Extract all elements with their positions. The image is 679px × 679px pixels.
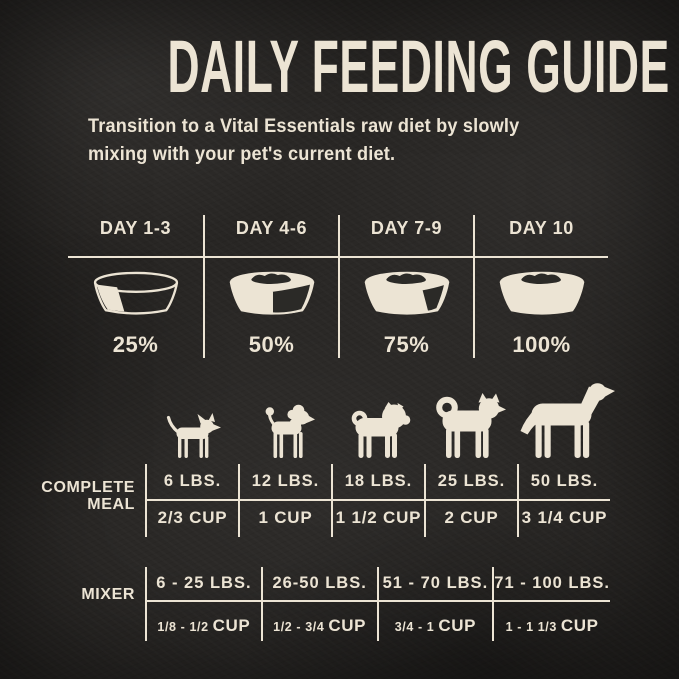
subtitle — [88, 112, 552, 168]
mixer-label-text: MIXER — [81, 586, 135, 603]
poodle-icon — [265, 404, 315, 463]
cup-fraction: 1/2 - 3/4 — [273, 620, 325, 634]
transition-divider-line — [68, 256, 608, 258]
cup-cell: 1 1/2 CUP — [335, 508, 422, 527]
day-range-label: DAY 7-9 — [370, 218, 443, 238]
cup-fraction: 1 - 1 1/3 — [505, 620, 557, 634]
bowl-25-icon — [68, 271, 203, 319]
mixer-col — [492, 567, 610, 641]
husky-icon — [434, 393, 506, 463]
page-title-text: DAILY FEEDING GUIDE — [167, 25, 670, 108]
day-range-label: DAY 10 — [509, 218, 574, 238]
weight-cell: 12 LBS. — [251, 472, 320, 490]
bowl-75-icon — [340, 271, 473, 319]
weight-cell: 51 - 70 LBS. — [382, 574, 489, 592]
subtitle-line-1: Transition to a Vital Essentials raw diet by slowly — [88, 115, 520, 137]
complete-meal-divider-line — [145, 499, 610, 501]
transition-col-day-1-3 — [68, 215, 203, 358]
chihuahua-icon — [165, 413, 221, 463]
bowl-100-icon — [475, 271, 608, 319]
transition-col-day-4-6 — [203, 215, 338, 358]
cup-fraction: 3/4 - 1 — [394, 620, 435, 634]
cup-unit: CUP — [438, 616, 477, 635]
weight-cell: 50 LBS. — [530, 472, 599, 490]
percent-label: 75% — [383, 332, 430, 357]
cup-cell: 1 CUP — [258, 508, 313, 527]
weight-cell: 6 LBS. — [163, 472, 222, 490]
cup-cell: 2/3 CUP — [157, 508, 228, 527]
pug-icon — [349, 401, 411, 463]
weight-cell: 71 - 100 LBS. — [494, 574, 610, 592]
mixer-col — [145, 567, 261, 641]
weight-cell: 6 - 25 LBS. — [156, 574, 252, 592]
weight-cell: 25 LBS. — [437, 472, 506, 490]
cup-fraction: 1/8 - 1/2 — [157, 620, 209, 634]
cup-unit: CUP — [328, 616, 367, 635]
complete-meal-label — [40, 479, 135, 513]
mixer-label — [40, 586, 135, 603]
complete-meal-label-line1: COMPLETE — [41, 479, 135, 496]
cup-cell: 3 1/4 CUP — [521, 508, 608, 527]
day-range-label: DAY 4-6 — [235, 218, 308, 238]
large-dog-icon — [517, 381, 615, 463]
transition-table — [68, 215, 608, 357]
mixer-col — [261, 567, 377, 641]
complete-meal-table — [145, 464, 610, 537]
weight-cell: 18 LBS. — [344, 472, 413, 490]
mixer-divider-line — [145, 600, 610, 602]
percent-label: 25% — [112, 332, 159, 357]
percent-label: 100% — [512, 332, 571, 357]
mixer-table — [145, 567, 610, 641]
transition-col-day-7-9 — [338, 215, 473, 358]
mixer-col — [377, 567, 493, 641]
day-range-label: DAY 1-3 — [99, 218, 172, 238]
subtitle-line-2: mixing with your pet's current diet. — [88, 143, 396, 165]
cup-unit: CUP — [212, 616, 251, 635]
cup-cell: 2 CUP — [444, 508, 499, 527]
percent-label: 50% — [248, 332, 295, 357]
complete-meal-label-line2: MEAL — [87, 496, 135, 513]
cup-unit: CUP — [560, 616, 599, 635]
weight-cell: 26-50 LBS. — [272, 574, 367, 592]
transition-col-day-10 — [473, 215, 608, 358]
bowl-50-icon — [205, 271, 338, 319]
